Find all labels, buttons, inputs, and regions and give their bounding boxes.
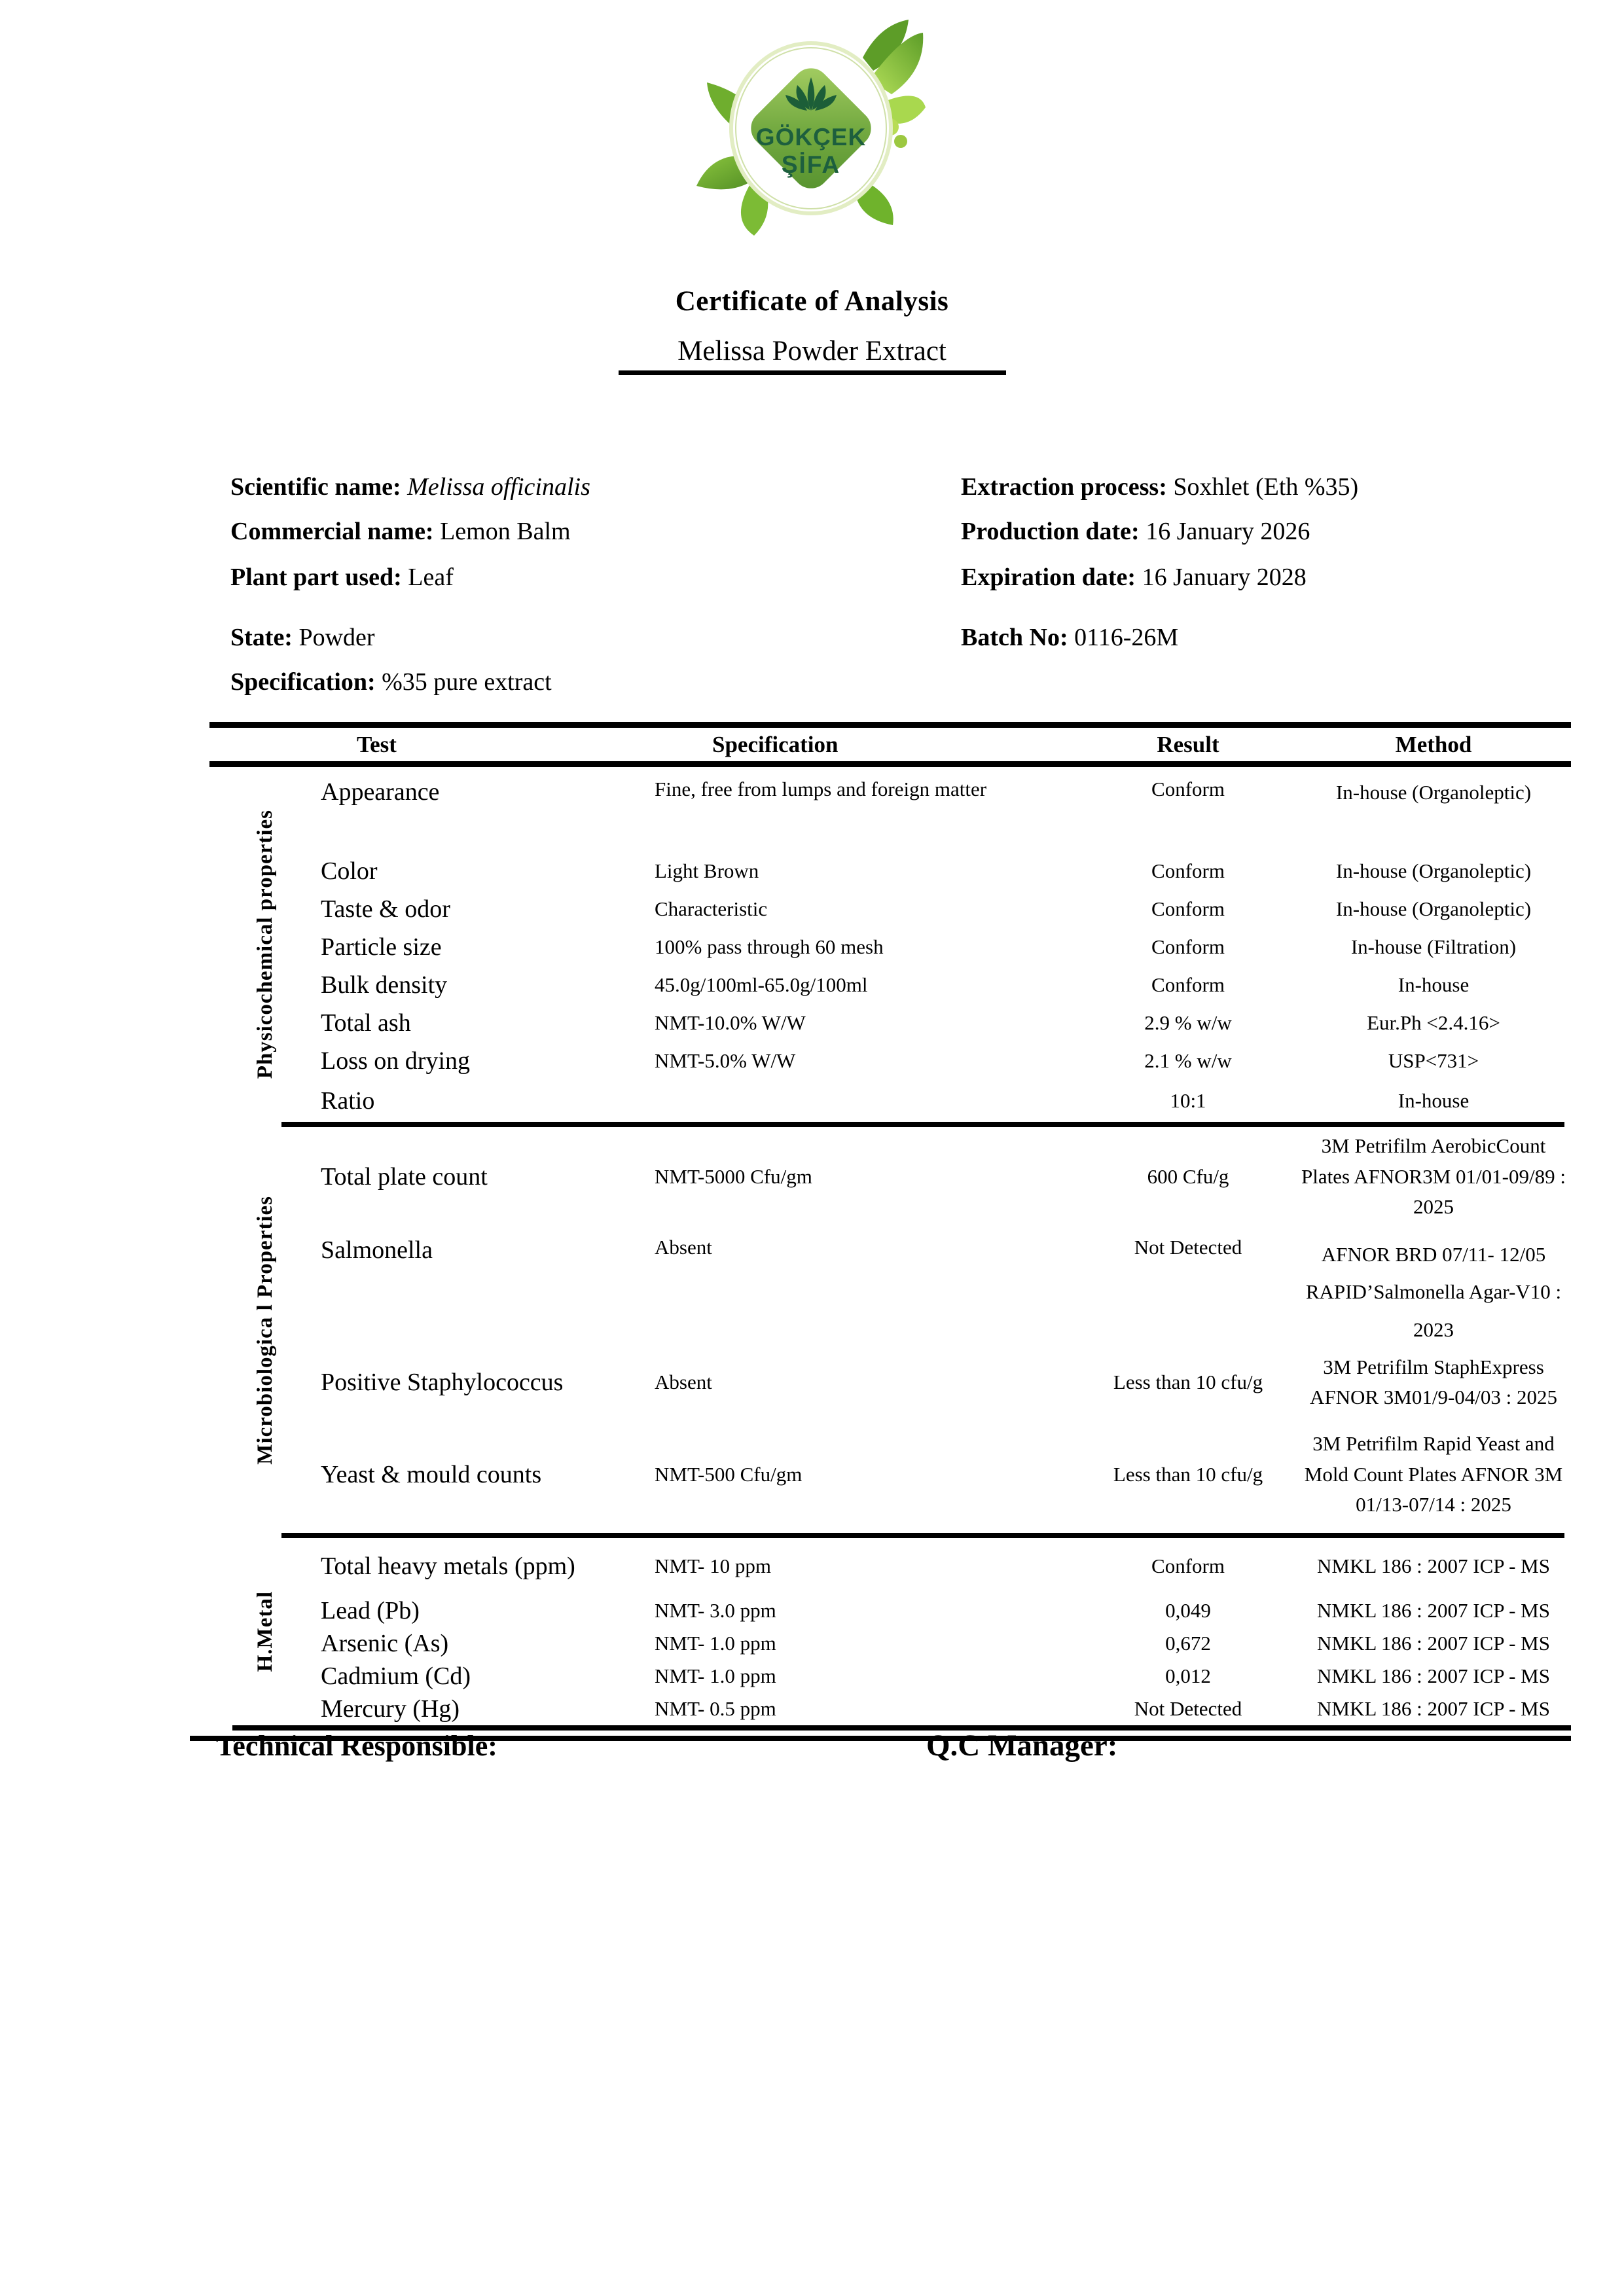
product-name-wrap <box>0 335 1624 372</box>
result-cell: Conform <box>1151 1554 1225 1578</box>
table-row <box>321 1127 1571 1227</box>
result-cell: Conform <box>1151 778 1225 800</box>
test-cell: Loss on drying <box>321 1047 470 1075</box>
result-cell: Not Detected <box>1134 1236 1242 1259</box>
method-cell: 3M Petrifilm AerobicCount Plates AFNOR3M 01/01-09/89 : 2025 <box>1301 1134 1566 1219</box>
technical-responsible-label: Technical Responsible: <box>216 1730 497 1762</box>
info-value: Powder <box>298 624 375 651</box>
result-cell: 0,012 <box>1165 1664 1211 1688</box>
method-cell: USP<731> <box>1388 1049 1479 1072</box>
section-physicochemical <box>209 767 1571 1122</box>
method-cell: In-house (Organoleptic) <box>1335 897 1532 920</box>
spec-cell: NMT-10.0% W/W <box>655 1011 806 1034</box>
info-state <box>230 623 375 652</box>
method-cell: NMKL 186 : 2007 ICP - MS <box>1317 1631 1550 1655</box>
spec-cell: NMT- 0.5 ppm <box>655 1697 776 1721</box>
spec-cell: Light Brown <box>655 859 759 882</box>
info-label: Extraction process: <box>961 473 1167 501</box>
info-value: Melissa officinalis <box>407 473 590 501</box>
result-cell: Not Detected <box>1134 1697 1242 1721</box>
spec-cell: NMT- 3.0 ppm <box>655 1599 776 1623</box>
info-label: State: <box>230 624 293 651</box>
info-value: Soxhlet (Eth %35) <box>1173 473 1359 501</box>
test-cell: Color <box>321 857 378 885</box>
section-label: Physicochemical properties <box>253 810 277 1079</box>
spec-cell: NMT-5000 Cfu/gm <box>655 1165 812 1188</box>
test-cell: Mercury (Hg) <box>321 1695 460 1723</box>
info-value: 16 January 2028 <box>1142 564 1307 591</box>
spec-cell: NMT- 1.0 ppm <box>655 1664 776 1688</box>
title-rule <box>619 370 1006 375</box>
info-plant-part <box>230 563 454 592</box>
table-row <box>321 1594 1571 1627</box>
product-name: Melissa Powder Extract <box>671 335 953 372</box>
test-cell: Arsenic (As) <box>321 1630 449 1658</box>
test-cell: Particle size <box>321 933 442 961</box>
spec-cell: 100% pass through 60 mesh <box>655 935 884 958</box>
section-rows <box>321 767 1571 1122</box>
column-header-result: Result <box>1157 731 1219 757</box>
info-expiration-date <box>961 563 1307 592</box>
info-scientific-name <box>230 473 590 501</box>
info-value: %35 pure extract <box>382 668 552 696</box>
table-header-rule <box>209 761 1571 767</box>
spec-cell: Absent <box>655 1236 712 1259</box>
info-value: Leaf <box>408 564 454 591</box>
spec-cell: Fine, free from lumps and foreign matter <box>655 778 987 800</box>
test-cell: Lead (Pb) <box>321 1597 420 1625</box>
test-cell: Total plate count <box>321 1163 488 1191</box>
result-cell: 10:1 <box>1170 1089 1206 1112</box>
test-cell: Bulk density <box>321 971 448 999</box>
section-rows <box>321 1127 1571 1533</box>
brand-name-line2: ŞİFA <box>781 151 840 178</box>
method-cell: In-house (Organoleptic) <box>1335 859 1532 882</box>
section-microbiological <box>209 1127 1571 1533</box>
info-commercial-name <box>230 517 571 546</box>
spec-cell: 45.0g/100ml-65.0g/100ml <box>655 973 868 996</box>
info-label: Production date: <box>961 518 1140 545</box>
test-cell: Yeast & mould counts <box>321 1461 542 1489</box>
info-specification <box>230 668 552 696</box>
table-row <box>321 1042 1571 1080</box>
spec-cell: NMT-500 Cfu/gm <box>655 1463 803 1486</box>
method-cell: NMKL 186 : 2007 ICP - MS <box>1317 1554 1550 1577</box>
info-label: Specification: <box>230 668 376 696</box>
logo-graphic <box>691 17 933 245</box>
result-cell: Conform <box>1151 897 1225 920</box>
info-value: Lemon Balm <box>440 518 571 545</box>
result-cell: 0,672 <box>1165 1632 1211 1655</box>
test-cell: Ratio <box>321 1087 375 1115</box>
result-cell: Conform <box>1151 859 1225 882</box>
section-label: Microbiologica l Properties <box>253 1195 277 1465</box>
method-cell: 3M Petrifilm StaphExpress AFNOR 3M01/9-04/03 : 2025 <box>1309 1355 1558 1409</box>
test-cell: Taste & odor <box>321 895 450 923</box>
column-header-specification: Specification <box>712 731 839 757</box>
table-row <box>321 1004 1571 1042</box>
result-cell: 0,049 <box>1165 1599 1211 1623</box>
method-cell: NMKL 186 : 2007 ICP - MS <box>1317 1598 1550 1622</box>
result-cell: Conform <box>1151 935 1225 958</box>
result-cell: 2.9 % w/w <box>1144 1011 1232 1034</box>
method-cell: In-house <box>1398 973 1470 996</box>
spec-cell: NMT- 10 ppm <box>655 1554 771 1578</box>
spec-cell: NMT-5.0% W/W <box>655 1049 796 1072</box>
result-cell: 2.1 % w/w <box>1144 1049 1232 1072</box>
info-label: Scientific name: <box>230 473 401 501</box>
info-extraction-process <box>961 473 1358 501</box>
test-cell: Cadmium (Cd) <box>321 1662 471 1691</box>
table-row <box>321 1627 1571 1660</box>
test-cell: Total ash <box>321 1009 411 1037</box>
table-row <box>321 1348 1571 1416</box>
info-label: Batch No: <box>961 624 1068 651</box>
info-label: Plant part used: <box>230 564 402 591</box>
table-row <box>321 1538 1571 1594</box>
spec-cell: Characteristic <box>655 897 768 920</box>
table-row <box>321 1693 1571 1725</box>
table-header-row <box>209 728 1571 761</box>
brand-name-line1: GÖKÇEK <box>755 124 866 151</box>
method-cell: 3M Petrifilm Rapid Yeast and Mold Count Plates AFNOR 3M 01/13-07/14 : 2025 <box>1304 1432 1563 1516</box>
table-row <box>321 1080 1571 1122</box>
section-label-cell <box>209 1127 321 1533</box>
company-logo <box>691 17 933 245</box>
method-cell: In-house <box>1398 1088 1470 1112</box>
result-cell: Conform <box>1151 973 1225 996</box>
result-cell: Less than 10 cfu/g <box>1113 1371 1263 1394</box>
section-rows <box>321 1538 1571 1725</box>
method-cell: NMKL 186 : 2007 ICP - MS <box>1317 1696 1550 1720</box>
section-label-cell <box>209 1538 321 1725</box>
method-cell: AFNOR BRD 07/11- 12/05 RAPID’Salmonella Agar-V10 : 2023 <box>1305 1243 1562 1341</box>
test-cell: Total heavy metals (ppm) <box>321 1552 575 1581</box>
info-value: 16 January 2026 <box>1146 518 1310 545</box>
section-label: H.Metal <box>253 1591 277 1672</box>
method-cell: Eur.Ph <2.4.16> <box>1367 1011 1500 1034</box>
spec-cell: NMT- 1.0 ppm <box>655 1632 776 1655</box>
test-cell: Salmonella <box>321 1236 433 1264</box>
column-header-method: Method <box>1395 731 1472 757</box>
table-row <box>321 890 1571 928</box>
table-row <box>321 1416 1571 1533</box>
info-production-date <box>961 517 1310 546</box>
table-row <box>321 928 1571 966</box>
result-cell: Less than 10 cfu/g <box>1113 1463 1263 1486</box>
method-cell: In-house (Organoleptic) <box>1335 781 1532 804</box>
section-divider <box>281 1122 1564 1127</box>
table-top-rule <box>209 722 1571 728</box>
coa-table <box>209 722 1571 1741</box>
certificate-title: Certificate of Analysis <box>675 286 949 317</box>
info-value: 0116-26M <box>1074 624 1179 651</box>
method-cell: NMKL 186 : 2007 ICP - MS <box>1317 1664 1550 1687</box>
test-cell: Appearance <box>321 778 440 806</box>
table-row <box>321 852 1571 890</box>
info-label: Commercial name: <box>230 518 434 545</box>
qc-manager-label: Q.C Manager: <box>926 1729 1118 1763</box>
column-header-test: Test <box>357 731 397 757</box>
method-cell: In-house (Filtration) <box>1350 935 1517 958</box>
result-cell: 600 Cfu/g <box>1147 1165 1229 1188</box>
table-row <box>321 767 1571 852</box>
spec-cell: Absent <box>655 1371 712 1394</box>
info-batch-no <box>961 623 1178 652</box>
info-label: Expiration date: <box>961 564 1136 591</box>
section-heavy-metals <box>209 1538 1571 1725</box>
table-row <box>321 1227 1571 1348</box>
table-row <box>321 966 1571 1004</box>
table-row <box>321 1660 1571 1693</box>
test-cell: Positive Staphylococcus <box>321 1369 564 1397</box>
section-label-cell <box>209 767 321 1122</box>
section-divider <box>281 1533 1564 1538</box>
